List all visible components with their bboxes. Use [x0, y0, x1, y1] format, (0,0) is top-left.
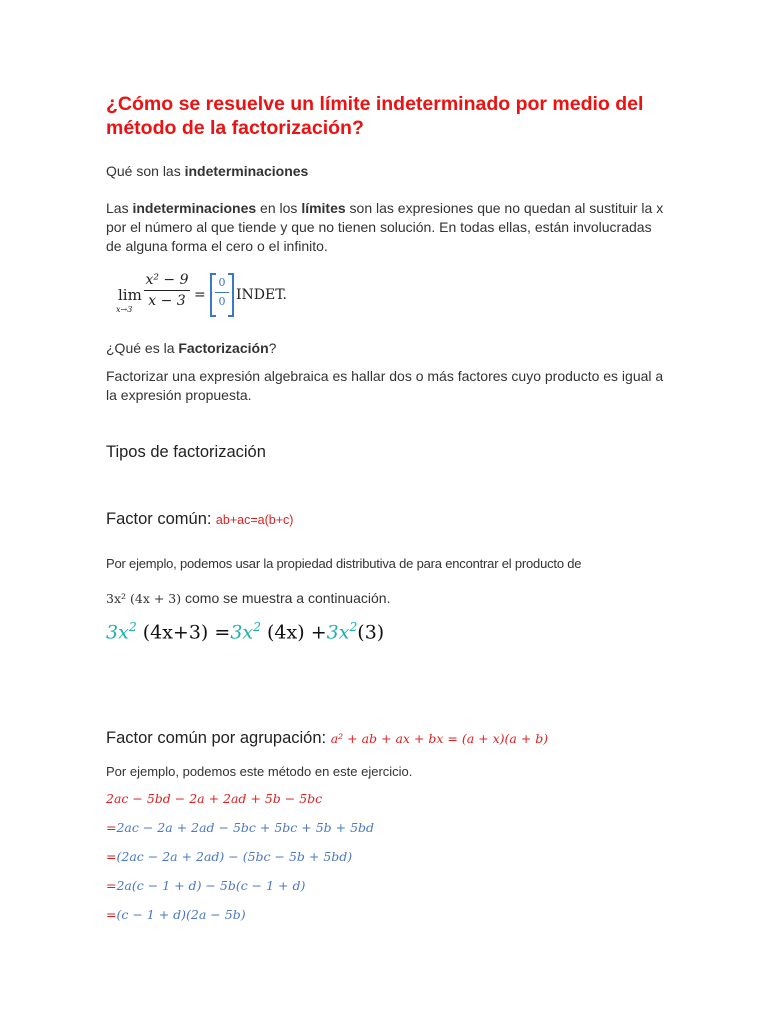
limit-fraction — [144, 272, 190, 309]
example2-sentence: Por ejemplo, podemos este método en este ejercicio. — [106, 764, 413, 779]
lim-subscript: x→3 — [116, 305, 133, 314]
paragraph-factorizacion: Factorizar una expresión algebraica es hallar dos o más factores cuyo producto es igual a la expresión propuesta. — [106, 368, 664, 403]
step-1: 2ac − 5bd − 2a + 2ad + 5b − 5bc — [106, 791, 323, 806]
limit-equals: = — [194, 287, 206, 303]
agrupacion-label: Factor común por agrupación: — [106, 729, 331, 747]
page-title: ¿Cómo se resuelve un límite indeterminado por medio del método de la factorización? — [106, 93, 644, 139]
step-4: =2a(c − 1 + d) − 5b(c − 1 + d) — [106, 878, 306, 893]
indet-label: INDET. — [236, 287, 287, 303]
product-line — [106, 589, 390, 608]
zero-over-zero-bracket: 0 0 — [210, 273, 234, 317]
product-text: como se muestra a continuación. — [181, 590, 391, 606]
factor-comun-formula: ab+ac=a(b+c) — [215, 513, 294, 527]
lim-label: lim — [118, 286, 142, 304]
factor-comun-label: Factor común: — [106, 510, 212, 528]
limit-formula — [114, 272, 314, 322]
distributive-equation: $3x^2$ $(4x+3) =3x^2$ $(4x) +3x^2(3)$ — [106, 620, 385, 644]
heading-prefix: Qué son las — [106, 163, 185, 179]
example-sentence: Por ejemplo, podemos usar la propiedad distributiva de para encontrar el producto de — [106, 556, 582, 571]
step-2: =2ac − 2a + 2ad − 5bc + 5bc + 5b + 5bd — [106, 820, 375, 835]
heading-bold: indeterminaciones — [184, 163, 309, 179]
agrupacion-formula: a² + ab + ax + bx = (a + x)(a + b) — [330, 731, 549, 746]
factor-comun-line — [106, 510, 293, 529]
paragraph-indeterminaciones: Las indeterminaciones en los límites son las expresiones que no quedan al sustituir la x por el número al que tiende y que no tienen solución. En todas ellas, están involucradas de alguna forma el cero o el infinito. — [106, 200, 664, 254]
agrupacion-line — [106, 729, 548, 748]
section-heading-factorizacion: ¿Qué es la Factorización? — [106, 340, 277, 356]
step-5: =(c − 1 + d)(2a − 5b) — [106, 907, 246, 922]
types-heading: Tipos de factorización — [106, 443, 266, 461]
fraction-denominator: x − 3 — [148, 293, 186, 309]
product-expression: 3x² (4x + 3) — [106, 591, 182, 606]
step-3: =(2ac − 2a + 2ad) − (5bc − 5b + 5bd) — [106, 849, 353, 864]
section-heading-indeterminaciones — [106, 162, 308, 181]
fraction-numerator: x² − 9 — [145, 272, 189, 288]
